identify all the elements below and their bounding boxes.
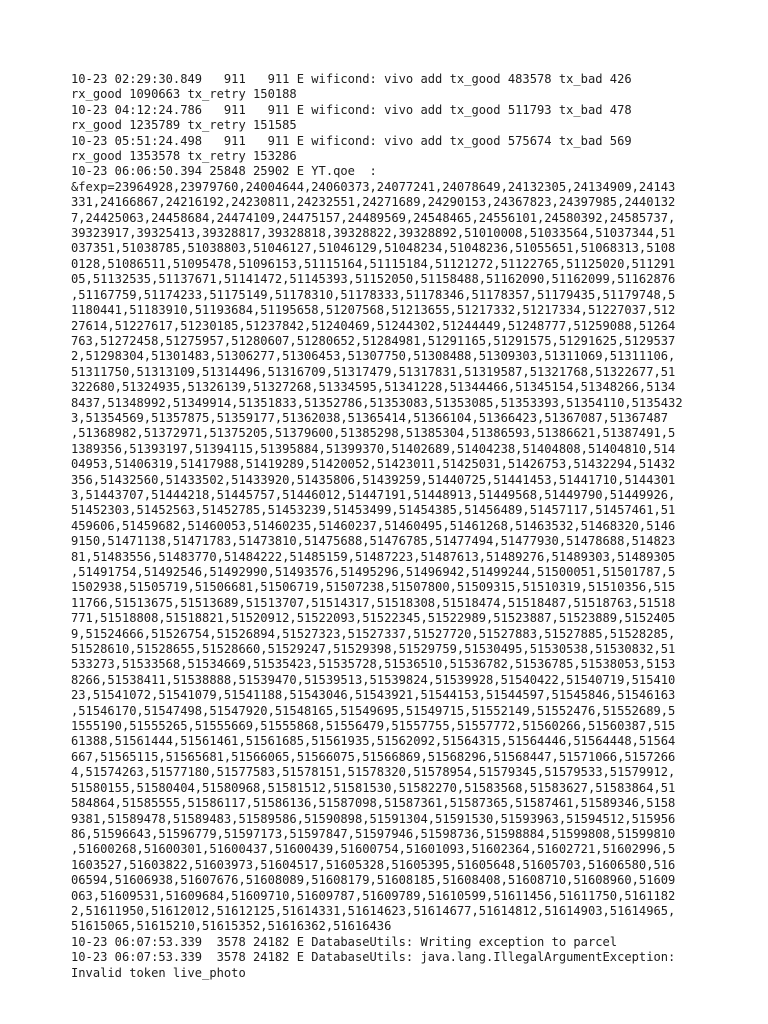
log-line: 2,51611950,51612012,51612125,51614331,51614623,51614677,51614812,51614903,51614965, xyxy=(71,903,676,918)
log-line: 10-23 06:06:50.394 25848 25902 E YT.qoe : xyxy=(71,164,377,179)
log-line: 4,51574263,51577180,51577583,51578151,51578320,51578954,51579345,51579533,51579912, xyxy=(71,765,676,780)
log-line: 1603527,51603822,51603973,51604517,51605328,51605395,51605648,51605703,51606580,516 xyxy=(71,857,676,872)
log-line: 8266,51538411,51538888,51539470,51539513,51539824,51539928,51540422,51540719,515410 xyxy=(71,672,676,687)
log-line: rx_good 1235789 tx_retry 151585 xyxy=(71,118,297,133)
log-line: rx_good 1353578 tx_retry 153286 xyxy=(71,149,297,164)
log-line: 771,51518808,51518821,51520912,51522093,51522345,51522989,51523887,51523889,5152405 xyxy=(71,611,676,626)
log-line: ,51167759,51174233,51175149,51178310,51178333,51178346,51178357,51179435,51179748,5 xyxy=(71,287,676,302)
log-line: 10-23 06:07:53.339 3578 24182 E DatabaseUtils: Writing exception to parcel xyxy=(71,934,618,949)
log-line: ,51546170,51547498,51547920,51548165,51549695,51549715,51552149,51552476,51552689,5 xyxy=(71,703,676,718)
log-line: ,51368982,51372971,51375205,51379600,51385298,51385304,51386593,51386621,51387491,5 xyxy=(71,426,676,441)
log-line: 584864,51585555,51586117,51586136,51587098,51587361,51587365,51587461,51589346,5158 xyxy=(71,796,676,811)
log-line: 063,51609531,51609684,51609710,51609787,51609789,51610599,51611456,51611750,5161182 xyxy=(71,888,676,903)
log-line: 331,24166867,24216192,24230811,24232551,24271689,24290153,24367823,24397985,2440132 xyxy=(71,195,676,210)
log-line: 51311750,51313109,51314496,51316709,51317479,51317831,51319587,51321768,51322677,51 xyxy=(71,364,676,379)
log-line: 11766,51513675,51513689,51513707,51514317,51518308,51518474,51518487,51518763,51518 xyxy=(71,595,676,610)
log-line: 10-23 06:07:53.339 3578 24182 E DatabaseUtils: java.lang.IllegalArgumentException: xyxy=(71,950,676,965)
log-line: 23,51541072,51541079,51541188,51543046,51543921,51544153,51544597,51545846,51546163 xyxy=(71,688,676,703)
log-line: 7,24425063,24458684,24474109,24475157,24489569,24548465,24556101,24580392,24585737, xyxy=(71,210,676,225)
log-line: ,51600268,51600301,51600437,51600439,51600754,51601093,51602364,51602721,51602996,5 xyxy=(71,842,676,857)
log-line: 8437,51348992,51349914,51351833,51352786,51353083,51353085,51353393,51354110,5135432 xyxy=(71,395,683,410)
log-line: 3,51443707,51444218,51445757,51446012,51447191,51448913,51449568,51449790,51449926, xyxy=(71,487,676,502)
log-line: 763,51272458,51275957,51280607,51280652,51284981,51291165,51291575,51291625,5129537 xyxy=(71,333,676,348)
log-line: 533273,51533568,51534669,51535423,51535728,51536510,51536782,51536785,51538053,5153 xyxy=(71,657,676,672)
log-line: 51580155,51580404,51580968,51581512,51581530,51582270,51583568,51583627,51583864,51 xyxy=(71,780,676,795)
log-line: 1180441,51183910,51193684,51195658,51207568,51213655,51217332,51217334,51227037,512 xyxy=(71,303,676,318)
log-line: 0128,51086511,51095478,51096153,51115164,51115184,51121272,51122765,51125020,511291 xyxy=(71,256,676,271)
log-line: &fexp=23964928,23979760,24004644,24060373,24077241,24078649,24132305,24134909,24143 xyxy=(71,179,676,194)
log-line: 1555190,51555265,51555669,51555868,51556479,51557755,51557772,51560266,51560387,515 xyxy=(71,719,676,734)
log-line: 356,51432560,51433502,51433920,51435806,51439259,51440725,51441453,51441710,5144301 xyxy=(71,472,676,487)
log-line: 27614,51227617,51230185,51237842,51240469,51244302,51244449,51248777,51259088,51264 xyxy=(71,318,676,333)
log-line: 10-23 04:12:24.786 911 911 E wificond: vivo add tx_good 511793 tx_bad 478 xyxy=(71,102,632,117)
log-line: 322680,51324935,51326139,51327268,51334595,51341228,51344466,51345154,51348266,5134 xyxy=(71,380,676,395)
log-line: 9,51524666,51526754,51526894,51527323,51527337,51527720,51527883,51527885,51528285, xyxy=(71,626,676,641)
log-line: 39323917,39325413,39328817,39328818,39328822,39328892,51010008,51033564,51037344,51 xyxy=(71,226,676,241)
log-line: 1502938,51505719,51506681,51506719,51507238,51507800,51509315,51510319,51510356,515 xyxy=(71,580,676,595)
log-line: 10-23 05:51:24.498 911 911 E wificond: vivo add tx_good 575674 tx_bad 569 xyxy=(71,133,632,148)
log-line: 459606,51459682,51460053,51460235,51460237,51460495,51461268,51463532,51468320,5146 xyxy=(71,518,676,533)
log-document xyxy=(71,72,711,981)
log-line: 81,51483556,51483770,51484222,51485159,51487223,51487613,51489276,51489303,51489305 xyxy=(71,549,676,564)
log-line: 10-23 02:29:30.849 911 911 E wificond: vivo add tx_good 483578 tx_bad 426 xyxy=(71,72,632,86)
log-line: 51615065,51615210,51615352,51616362,51616436 xyxy=(71,919,392,934)
log-line: rx_good 1090663 tx_retry 150188 xyxy=(71,87,297,102)
log-line: 61388,51561444,51561461,51561685,51561935,51562092,51564315,51564446,51564448,51564 xyxy=(71,734,676,749)
log-line: 9150,51471138,51471783,51473810,51475688,51476785,51477494,51477930,51478688,514823 xyxy=(71,534,676,549)
log-line: 51452303,51452563,51452785,51453239,51453499,51454385,51456489,51457117,51457461,51 xyxy=(71,503,676,518)
log-line: 2,51298304,51301483,51306277,51306453,51307750,51308488,51309303,51311069,51311106, xyxy=(71,349,676,364)
log-line: 3,51354569,51357875,51359177,51362038,51365414,51366104,51366423,51367087,51367487 xyxy=(71,410,669,425)
log-line: 667,51565115,51565681,51566065,51566075,51566869,51568296,51568447,51571066,5157266 xyxy=(71,749,676,764)
log-line: 037351,51038785,51038803,51046127,51046129,51048234,51048236,51055651,51068313,5108 xyxy=(71,241,676,256)
log-line: 9381,51589478,51589483,51589586,51590898,51591304,51591530,51593963,51594512,515956 xyxy=(71,811,676,826)
log-body xyxy=(71,72,711,981)
log-line: 04953,51406319,51417988,51419289,51420052,51423011,51425031,51426753,51432294,51432 xyxy=(71,457,676,472)
log-line: 06594,51606938,51607676,51608089,51608179,51608185,51608408,51608710,51608960,51609 xyxy=(71,873,676,888)
log-line: 86,51596643,51596779,51597173,51597847,51597946,51598736,51598884,51599808,51599810 xyxy=(71,826,676,841)
log-line: 1389356,51393197,51394115,51395884,51399370,51402689,51404238,51404808,51404810,514 xyxy=(71,441,676,456)
log-line: 05,51132535,51137671,51141472,51145393,51152050,51158488,51162090,51162099,51162876 xyxy=(71,272,676,287)
log-line: Invalid token live_photo xyxy=(71,965,246,980)
log-line: ,51491754,51492546,51492990,51493576,51495296,51496942,51499244,51500051,51501787,5 xyxy=(71,565,676,579)
log-line: 51528610,51528655,51528660,51529247,51529398,51529759,51530495,51530538,51530832,51 xyxy=(71,642,676,657)
